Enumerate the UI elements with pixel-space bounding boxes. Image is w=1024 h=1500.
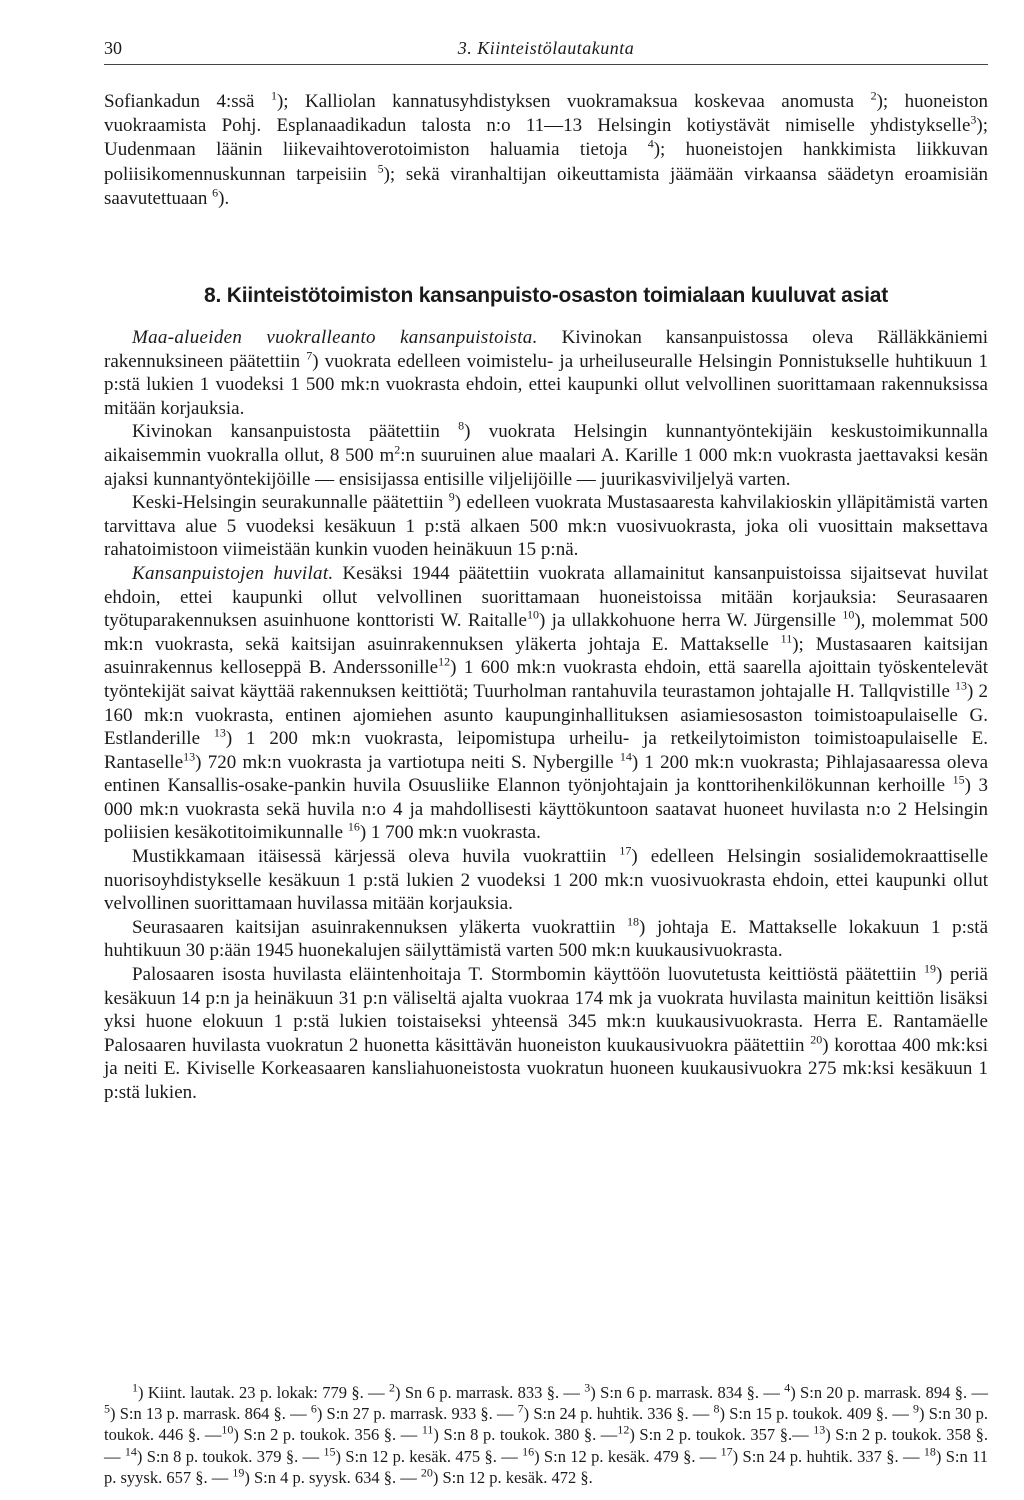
text-run: ) periä kesäkuun 14 p:n ja heinäkuun 31 p:n väliseltä ajalta vuokraa 174 mk ja vuokrata huvilasta mainitun keittiön lisäksi yksi huone elokuun 1 p:stä lukien toistaiseksi yhteensä 345 mk:n kuukausivuokrasta. Herra E. Rantamäelle Palosaaren huvilasta vuokratun 2 huonetta käsittävän huoneiston kuukausivuokra päätettiin bbox=[104, 964, 988, 1056]
footnote-ref: 20 bbox=[810, 1032, 823, 1047]
header-rule bbox=[104, 64, 988, 65]
footnote-ref: 1 bbox=[270, 88, 277, 103]
footnote-text: ) S:n 2 p. toukok. 357 §.— bbox=[629, 1425, 814, 1445]
text-run: Kesäksi 1944 päätettiin vuokrata allamainitut kansanpuistoissa sijaitsevat huvilat ehdoin, ettei kaupunki ollut velvollinen suorittamaan huoneistoissa mitään korjauksia: Seurasaaren työtuparakennuksen asuinhuone konttoristi W. Raitalle bbox=[104, 562, 988, 632]
text-run: ) 1 200 mk:n vuokrasta; Pihlajasaaressa oleva entinen Kansallis-osake-pankin huvila Osuusliike Elannon työnjohtajain ja konttorihenkilökunnan kerhoille bbox=[104, 751, 988, 797]
footnote-text: ) S:n 15 p. toukok. 409 §. — bbox=[719, 1404, 914, 1424]
section-heading: 8. Kiinteistötoimiston kansanpuisto-osaston toimialaan kuuluvat asiat bbox=[204, 284, 888, 307]
running-header bbox=[104, 38, 988, 62]
footnote-mark: 11 bbox=[421, 1422, 434, 1437]
footnote-text: ) S:n 4 p. syysk. 634 §. — bbox=[244, 1467, 421, 1487]
footnote-mark: 15 bbox=[323, 1444, 336, 1459]
text-run: ) 1 700 mk:n vuokrasta. bbox=[359, 822, 541, 844]
footnote-ref: 19 bbox=[924, 961, 937, 976]
paragraph bbox=[104, 326, 988, 420]
intro-paragraph bbox=[104, 90, 988, 211]
footnote-mark: 17 bbox=[720, 1444, 733, 1459]
footnote-ref: 7 bbox=[306, 348, 313, 363]
text-run: :n suuruinen alue maalari A. Karille 1 000 mk:n vuokrasta jaettavaksi kesän ajaksi kunnantyöntekijöille — ensisijassa entisille viljelijöille — juurikasviviljelyä varten. bbox=[104, 444, 988, 490]
text-run: ); Uudenmaan läänin liikevaihtoverotoimiston haluamia tietoja bbox=[104, 115, 988, 161]
text-run: ) edelleen Helsingin sosialidemokraattiselle nuorisoyhdistykselle kesäkuun 1 p:stä lukien 2 vuodeksi 1 200 mk:n vuosivuokrasta ehdoin, ettei kaupunki ollut velvollinen suorittamaan huvilassa mitään korjauksia. bbox=[104, 846, 988, 915]
page-number: 30 bbox=[104, 38, 122, 58]
paragraph bbox=[104, 963, 988, 1105]
footnote-text: ) S:n 6 p. marrask. 834 §. — bbox=[590, 1383, 785, 1402]
subheading: Kansanpuistojen huvilat. bbox=[132, 562, 334, 584]
footnote-ref: 9 bbox=[448, 489, 455, 504]
text-run: ) johtaja E. Mattakselle lokakuun 1 p:stä huhtikuun 30 p:ään 1945 huonekalujen säilyttämistä varten 500 mk:n kuukausivuokrasta. bbox=[104, 916, 989, 962]
footnote-ref: 8 bbox=[458, 419, 465, 434]
footnote-ref: 15 bbox=[952, 772, 965, 787]
footnote-ref: 14 bbox=[619, 749, 632, 764]
text-run: ); Mustasaaren kaitsijan asuinrakennus kelloseppä B. Anderssonille bbox=[104, 633, 988, 679]
text-run: ) 3 000 mk:n vuokrasta sekä huvila n:o 4 ja mahdollisesti käyttökuntoon saatavat huoneet huvilasta n:o 2 Helsingin poliisien kesäkotitoimikunnalle bbox=[104, 775, 988, 844]
footnote-text: ) S:n 12 p. kesäk. 479 §. — bbox=[534, 1446, 721, 1466]
paragraph bbox=[104, 916, 988, 963]
footnote-mark: 12 bbox=[617, 1422, 630, 1437]
intro-text bbox=[104, 90, 988, 211]
paragraph bbox=[104, 845, 988, 916]
footnote-ref: 10 bbox=[526, 607, 539, 622]
footnote-ref: 13 bbox=[183, 749, 196, 764]
text-run: ); huoneistojen hankkimista liikkuvan poliisikomennuskunnan tarpeisiin bbox=[104, 139, 988, 185]
text-run: ) 1 600 mk:n vuokrasta ehdoin, että saarella ajoittain työskentelevät työntekijät saivat käyttää rakennuksen keittiötä; Tuurholman rantahuvila teurastamon johtajalle H. Tallqvistille bbox=[104, 657, 988, 702]
text-run: ) ja ullakkohuone herra W. Jürgensille bbox=[538, 610, 843, 632]
text-run: ) korottaa 400 mk:ksi ja neiti E. Kiviselle Korkeasaaren kansliahuoneistosta vuokratun huoneen kuukausivuokra 275 mk:ksi kesäkuun 1 p:stä lukien. bbox=[104, 1034, 988, 1103]
footnote-text: ) S:n 13 p. marrask. 864 §. — bbox=[110, 1404, 311, 1424]
subheading: Maa-alueiden vuokralleanto kansanpuistoista. bbox=[132, 327, 538, 348]
footnote-ref: 2 bbox=[870, 88, 877, 103]
footnote-text: ) S:n 8 p. toukok. 379 §. — bbox=[136, 1446, 324, 1466]
footnote-mark: 14 bbox=[124, 1444, 137, 1459]
text-run: ) vuokrata edelleen voimistelu- ja urheiluseuralle Helsingin Ponnistukselle huhtikuun 1 p:stä lukien 1 vuodeksi 1 500 mk:n vuokrasta ehdoin, ettei kaupunki ollut velvollinen suorittamaan rakennuksissa mitään korjauksia. bbox=[104, 350, 988, 419]
footnote-text: ) S:n 11 p. syysk. 657 §. — bbox=[104, 1446, 988, 1487]
text-run: Mustikkamaan itäisessä kärjessä oleva huvila vuokrattiin bbox=[132, 846, 620, 868]
footnote-ref: 3 bbox=[970, 112, 977, 127]
footnote-mark: 2 bbox=[388, 1380, 395, 1395]
section-body bbox=[104, 326, 988, 1105]
footnote-text: ) Sn 6 p. marrask. 833 §. — bbox=[394, 1383, 585, 1402]
footnote-ref: 10 bbox=[842, 607, 855, 622]
footnotes bbox=[104, 1382, 988, 1488]
footnote-text: ) S:n 24 p. huhtik. 337 §. — bbox=[732, 1446, 924, 1466]
text-run: ) 720 mk:n vuokrasta ja vartiotupa neiti S. Nybergille bbox=[195, 751, 620, 773]
footnote-ref: 13 bbox=[955, 678, 968, 693]
paragraph bbox=[104, 562, 988, 845]
footnote-mark: 3 bbox=[584, 1380, 591, 1395]
footnote-text: ) S:n 27 p. marrask. 933 §. — bbox=[316, 1404, 518, 1424]
text-run: ) edelleen vuokrata Mustasaaresta kahvilakioskin ylläpitämistä varten tarvittava alue 5 vuodeksi kesäkuun 1 p:stä alkaen 500 mk:n vuosivuokrasta, joka oli vuosittain maksettava rahatoimistoon viimeistään kunkin vuoden heinäkuun 15 p:nä. bbox=[104, 492, 988, 561]
footnote-mark: 7 bbox=[517, 1401, 524, 1416]
footnote-text: ) S:n 12 p. kesäk. 472 §. bbox=[432, 1467, 593, 1487]
footnote-mark: 5 bbox=[104, 1401, 110, 1416]
text-run: ); Kalliolan kannatusyhdistyksen vuokramaksua koskevaa anomusta bbox=[276, 91, 871, 112]
footnote-mark: 9 bbox=[913, 1401, 920, 1416]
text-run: ) vuokrata Helsingin kunnantyöntekijäin keskustoimikunnalla aikaisemmin vuokralla ollut, 8 500 m bbox=[104, 421, 988, 466]
footnote-ref: 4 bbox=[647, 137, 654, 152]
text-run: ) 2 160 mk:n vuokrasta, entinen ajomiehen asunto kaupunginhallituksen asiamiesosaston toimistoapulaiselle G. Estlanderille bbox=[104, 680, 988, 750]
text-run: ); huoneiston vuokraamista Pohj. Esplanaadikadun talosta n:o 11—13 Helsingin kotiystävät nimiselle yhdistykselle bbox=[104, 91, 988, 137]
text-run: ), molemmat 500 mk:n vuokrasta, sekä kaitsijan asuinrakennuksen yläkerta johtaja E. Mattakselle bbox=[104, 610, 988, 655]
text-run: Keski-Helsingin seurakunnalle päätettiin bbox=[132, 492, 449, 514]
text-run: Kivinokan kansanpuistosta päätettiin bbox=[132, 421, 459, 443]
superscript: 2 bbox=[394, 442, 401, 457]
text-run: ) 1 200 mk:n vuokrasta, leipomistupa urheilu- ja retkeilytoimiston toimistoapulaiselle E. Rantaselle bbox=[104, 728, 988, 773]
footnote-mark: 20 bbox=[420, 1465, 433, 1480]
footnote-mark: 16 bbox=[522, 1444, 535, 1459]
footnote-ref: 13 bbox=[213, 725, 226, 740]
footnote-ref: 18 bbox=[627, 914, 640, 929]
footnote-text: ) S:n 8 p. toukok. 380 §. — bbox=[433, 1425, 618, 1445]
footnote-mark: 19 bbox=[232, 1465, 245, 1480]
text-run: Seurasaaren kaitsijan asuinrakennuksen yläkerta vuokrattiin bbox=[132, 916, 628, 938]
footnote-ref: 6 bbox=[212, 185, 219, 200]
footnote-ref: 17 bbox=[619, 843, 632, 858]
footnote-text: ) S:n 12 p. kesäk. 475 §. — bbox=[335, 1446, 523, 1466]
text-run: Palosaaren isosta huvilasta eläintenhoitaja T. Stormbomin käyttöön luovutetusta keittiöstä päätettiin bbox=[132, 964, 925, 986]
footnote-text: ) S:n 30 p. toukok. 446 §. — bbox=[104, 1404, 988, 1445]
footnote-ref: 12 bbox=[438, 654, 451, 669]
footnote-mark: 10 bbox=[221, 1422, 234, 1437]
footnote-mark: 18 bbox=[923, 1444, 936, 1459]
running-title: 3. Kiinteistölautakunta bbox=[457, 38, 635, 58]
footnote-ref: 16 bbox=[347, 820, 360, 835]
text-run: Sofiankadun 4:ssä bbox=[104, 91, 271, 112]
footnote-mark: 4 bbox=[784, 1380, 791, 1395]
footnote-ref: 5 bbox=[377, 161, 384, 176]
footnote-text: ) S:n 2 p. toukok. 358 §. — bbox=[104, 1425, 988, 1466]
text-run: ); sekä viranhaltijan oikeuttamista jäämään virkaansa säädetyn eroamisiän saavutettuaan bbox=[104, 163, 988, 209]
footnote-mark: 1 bbox=[132, 1380, 138, 1395]
text-run: ). bbox=[218, 187, 230, 209]
footnote-list bbox=[104, 1382, 988, 1488]
text-run: Kivinokan kansanpuistossa oleva Rälläkkäniemi rakennuksineen päätettiin bbox=[104, 327, 989, 372]
footnote-text: ) S:n 2 p. toukok. 356 §. — bbox=[233, 1425, 422, 1445]
footnote-text: ) S:n 20 p. marrask. 894 §. — bbox=[790, 1383, 988, 1402]
footnote-mark: 6 bbox=[310, 1401, 317, 1416]
footnote-ref: 11 bbox=[780, 631, 793, 646]
paragraph bbox=[104, 420, 988, 491]
footnote-text: ) Kiint. lautak. 23 p. lokak: 779 §. — bbox=[138, 1383, 389, 1402]
footnote-mark: 8 bbox=[713, 1401, 720, 1416]
footnote-mark: 13 bbox=[813, 1422, 826, 1437]
paragraph bbox=[104, 491, 988, 562]
footnote-text: ) S:n 24 p. huhtik. 336 §. — bbox=[523, 1404, 714, 1424]
